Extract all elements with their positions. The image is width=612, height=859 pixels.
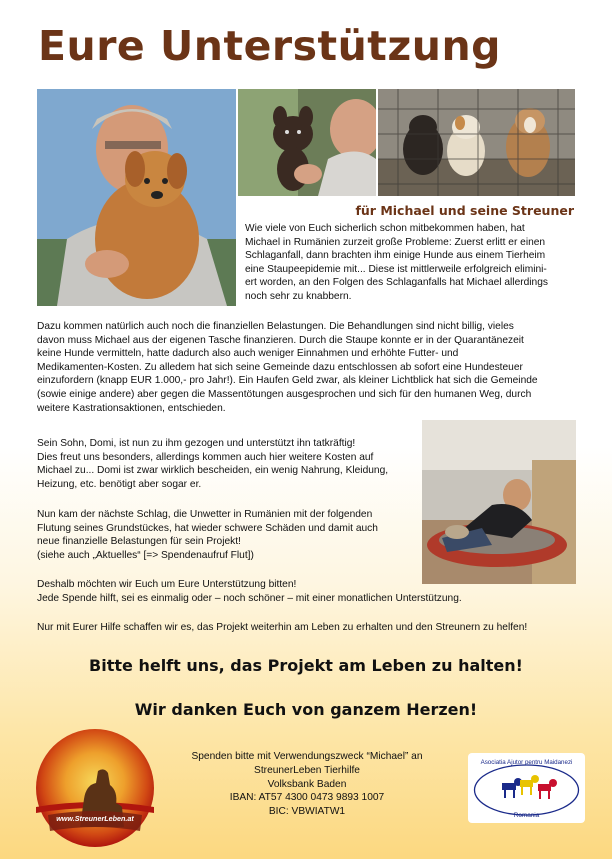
streunerleben-logo [34,727,156,849]
flood-line: Flutung seines Grundstückes, hat wieder schwere Schäden und damit auch [37,522,378,534]
logo-left-text: www.StreunerLeben.at [56,814,134,823]
headline-help: Bitte helft uns, das Projekt am Leben zu halten! [89,656,523,675]
finance-line: Dazu kommen natürlich auch noch die finanziellen Belastungen. Die Behandlungen sind nicht billig, vieles [37,321,514,332]
intro-line: Schlaganfall, dann brachten ihm einige Hunde aus einem Tierheim [245,250,546,262]
logo-right-bottom-text: Romania [513,812,540,819]
finance-line: Medikamenten-Kosten. Zu alledem hat sich seine Gemeinde dazu entschlossen ab sofort eine Hundesteuer [37,361,523,373]
appeal-line: Deshalb möchten wir Euch um Eure Unterstützung bitten! [37,579,297,590]
appeal-paragraph [37,578,577,605]
bank-details [166,750,448,819]
flood-line: Nun kam der nächste Schlag, die Unwetter in Rumänien mit der folgenden [37,509,373,520]
only-with-help-text: Nur mit Eurer Hilfe schaffen wir es, das Projekt weiterhin am Leben zu erhalten und den Streunern zu helfen! [37,622,528,633]
finance-line: davon muss Michael aus der eigenen Tasche finanzieren. Durch die Staupe konnte er in der Quarantänezeit [37,334,524,346]
finance-line: keine Hunde vermitteln, hatte dadurch also auch weniger Einnahmen und erhöhte Futter- und [37,348,459,360]
subtitle: für Michael und seine Streuner [355,203,574,218]
son-line: Michael zu... Domi ist zwar wirklich bescheiden, ein wenig Nahrung, Kleidung, [37,465,389,477]
son-line: Dies freut uns besonders, allerdings kommen auch hier weitere Kosten auf [37,451,374,463]
son-line: Sein Sohn, Domi, ist nun zu ihm gezogen und unterstützt ihn tatkräftig! [37,438,356,449]
photo-michael-with-puppy [37,89,236,306]
finance-line: weitere Kastrationsaktionen, entschieden. [37,402,226,414]
appeal-line: Jede Spende hilft, sei es einmalig oder – noch schöner – mit einer monatlichen Unterstützung. [37,592,462,604]
photo-puppies-in-cage [378,89,575,196]
intro-line: Wie viele von Euch sicherlich schon mitbekommen haben, hat [245,223,525,234]
photo-domi-on-dog-bed [422,420,576,584]
flood-line: (siehe auch „Aktuelles“ [=> Spendenaufruf Flut]) [37,549,254,561]
son-line: Heizung, etc. benötigt aber sogar er. [37,478,202,490]
flood-paragraph [37,508,417,562]
finance-paragraph [37,320,577,415]
page-title: Eure Unterstützung [38,22,501,70]
bank-line: Volksbank Baden [267,778,347,790]
son-paragraph [37,437,417,491]
bank-line: StreunerLeben Tierhilfe [254,764,360,776]
intro-line: eine Staupeepidemie mit... Diese ist mittlerweile erfolgreich elimini- [245,263,547,275]
intro-line: Michael in Rumänien zurzeit große Probleme: Zuerst erlitt er einen [245,236,546,248]
logo-right-top-text: Asociatia Ajutor pentru Maidanezi [480,759,573,766]
headline-thanks: Wir danken Euch von ganzem Herzen! [134,700,478,719]
bank-line: Spenden bitte mit Verwendungszweck “Michael” an [191,751,423,762]
finance-line: einzufordern (knapp EUR 1.000,- pro Jahr!). Ein Haufen Geld zwar, als kleiner Lichtblick hat sich die Gemeinde [37,375,538,387]
finance-line: (sowie einige andere) aber gegen die Massentötungen ausgesprochen und sich für den humanen Weg, durch [37,388,532,400]
bank-iban: IBAN: AT57 4300 0473 9893 1007 [229,792,385,804]
bank-bic: BIC: VBWIATW1 [268,806,346,818]
asociatia-logo [468,753,585,823]
intro-line: ert worden, an den Folgen des Schlaganfalls hat Michael allerdings [245,277,548,289]
flood-line: neue finanzielle Belastungen für sein Projekt! [37,536,241,548]
intro-paragraph [245,222,574,304]
photo-man-with-black-puppy [238,89,376,196]
intro-line: noch sehr zu knabbern. [245,290,352,302]
